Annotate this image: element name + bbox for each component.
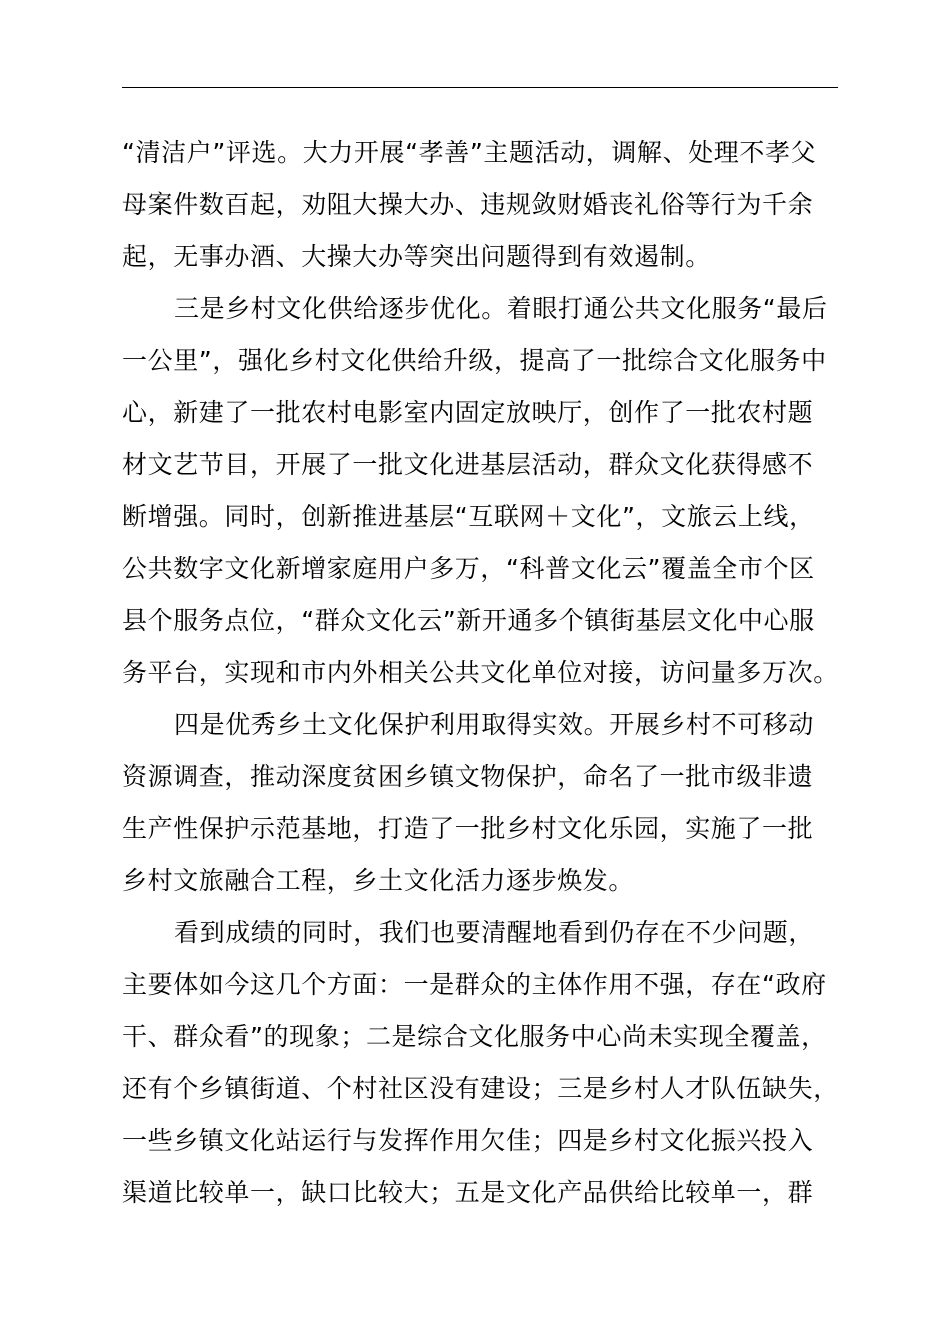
paragraph-first-line: 看到成绩的同时，我们也要清醒地看到仍存在不少问题，	[174, 918, 815, 947]
text-line: 断增强。同时，创新推进基层“互联网＋文化”，文旅云上线，	[122, 502, 815, 531]
text-line: 乡村文旅融合工程，乡土文化活力逐步焕发。	[122, 866, 635, 895]
header-rule	[122, 87, 838, 88]
text-line: 县个服务点位，“群众文化云”新开通多个镇街基层文化中心服	[122, 606, 815, 635]
text-line: 主要体如今这几个方面：一是群众的主体作用不强，存在“政府	[122, 970, 827, 999]
text-line: 还有个乡镇街道、个村社区没有建设；三是乡村人才队伍缺失，	[122, 1074, 839, 1103]
paragraph-first-line: 四是优秀乡土文化保护利用取得实效。开展乡村不可移动	[174, 710, 815, 739]
text-line: 干、群众看”的现象；二是综合文化服务中心尚未实现全覆盖，	[122, 1022, 827, 1051]
text-line: “清洁户”评选。大力开展“孝善”主题活动，调解、处理不孝父	[122, 138, 817, 167]
text-line: 一公里”，强化乡村文化供给升级，提高了一批综合文化服务中	[122, 346, 827, 375]
text-line: 心，新建了一批农村电影室内固定放映厅，创作了一批农村题	[122, 398, 814, 427]
text-line: 资源调查，推动深度贫困乡镇文物保护，命名了一批市级非遗	[122, 762, 814, 791]
text-line: 公共数字文化新增家庭用户多万，“科普文化云”覆盖全市个区	[122, 554, 815, 583]
text-line: 生产性保护示范基地，打造了一批乡村文化乐园，实施了一批	[122, 814, 814, 843]
text-line: 起，无事办酒、大操大办等突出问题得到有效遏制。	[122, 242, 711, 271]
paragraph-first-line: 三是乡村文化供给逐步优化。着眼打通公共文化服务“最后	[174, 294, 828, 323]
text-line: 一些乡镇文化站运行与发挥作用欠佳；四是乡村文化振兴投入	[122, 1126, 814, 1155]
text-line: 母案件数百起，劝阻大操大办、违规敛财婚丧礼俗等行为千余	[122, 190, 814, 219]
text-line: 材文艺节目，开展了一批文化进基层活动，群众文化获得感不	[122, 450, 814, 479]
text-line: 渠道比较单一，缺口比较大；五是文化产品供给比较单一，群	[122, 1178, 814, 1207]
text-line: 务平台，实现和市内外相关公共文化单位对接，访问量多万次。	[122, 658, 839, 687]
